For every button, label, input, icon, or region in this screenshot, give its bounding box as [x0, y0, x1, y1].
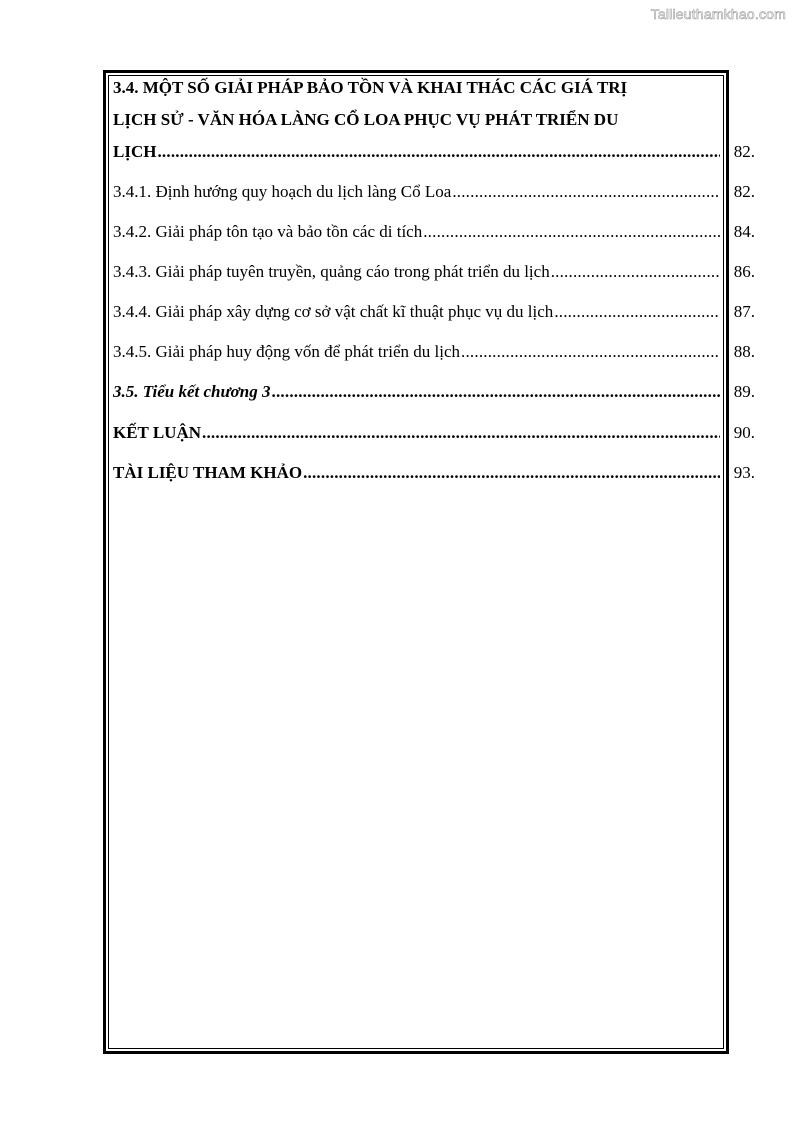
toc-page-number: 88.	[733, 342, 755, 361]
toc-dot-leader	[272, 377, 720, 407]
toc-entry-title: TÀI LIỆU THAM KHẢO	[113, 463, 303, 482]
toc-page-number: 90.	[733, 423, 755, 442]
toc-page-number: 86.	[733, 262, 755, 281]
toc-entry-title: 3.4.4. Giải pháp xây dựng cơ sở vật chất kĩ thuật phục vụ du lịch	[113, 302, 554, 321]
toc-page-number: 87.	[733, 302, 755, 321]
toc-entry-title: 3.4.1. Định hướng quy hoạch du lịch làng Cổ Loa	[113, 182, 452, 201]
toc-page-number: 84.	[733, 222, 755, 241]
toc-entry-3-5[interactable]	[113, 377, 755, 407]
toc-dot-leader	[423, 217, 720, 247]
watermark-text: Tailieuthamkhao.com	[650, 6, 786, 22]
toc-entry-3-4-4[interactable]	[113, 297, 755, 327]
toc-entry-3-4-1[interactable]	[113, 177, 755, 207]
toc-entry-ket-luan[interactable]	[113, 418, 755, 448]
toc-entry-title: 3.4.3. Giải pháp tuyên truyền, quảng cáo trong phát triển du lịch	[113, 262, 550, 281]
toc-entry-title: 3.4.5. Giải pháp huy động vốn để phát triển du lịch	[113, 342, 461, 361]
toc-dot-leader	[461, 337, 720, 367]
toc-heading-line-3: LỊCH	[113, 142, 157, 161]
toc-dot-leader	[303, 458, 720, 488]
toc-entry-3-4-5[interactable]	[113, 337, 755, 367]
toc-entry-3-4-3[interactable]	[113, 257, 755, 287]
toc-dot-leader	[202, 418, 720, 448]
toc-heading-line-1: 3.4. MỘT SỐ GIẢI PHÁP BẢO TỒN VÀ KHAI THÁC CÁC GIÁ TRỊ	[113, 78, 628, 97]
toc-page-number: 82.	[733, 142, 755, 161]
toc-dot-leader	[551, 257, 720, 287]
toc-dot-leader	[554, 297, 720, 327]
toc-heading-line-2: LỊCH SỬ - VĂN HÓA LÀNG CỔ LOA PHỤC VỤ PHÁT TRIỂN DU	[113, 110, 619, 129]
toc-page-number: 93.	[733, 463, 755, 482]
toc-entry-3-4-2[interactable]	[113, 217, 755, 247]
toc-entry-tai-lieu-tham-khao[interactable]	[113, 458, 755, 488]
toc-dot-leader	[157, 136, 720, 168]
toc-entry-3-4[interactable]	[113, 72, 755, 168]
toc-page-number: 82.	[733, 182, 755, 201]
toc-dot-leader	[452, 177, 720, 207]
toc-entry-title: 3.5. Tiểu kết chương 3	[113, 382, 271, 401]
toc-entry-title: 3.4.2. Giải pháp tôn tạo và bảo tồn các di tích	[113, 222, 423, 241]
toc-page-number: 89.	[733, 382, 755, 401]
toc-entry-title: KẾT LUẬN	[113, 423, 202, 442]
